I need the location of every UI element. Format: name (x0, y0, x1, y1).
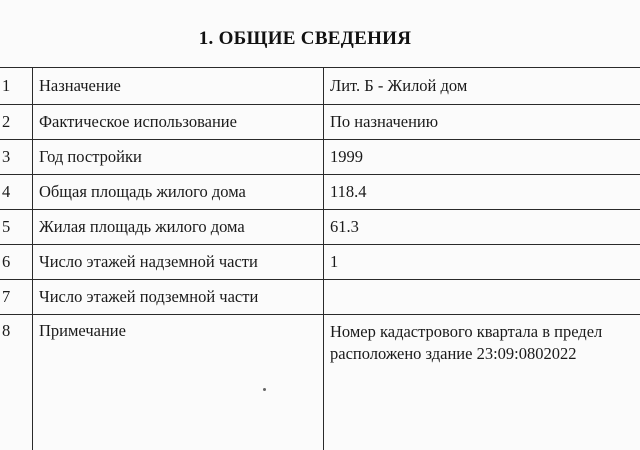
row-value: 118.4 (324, 175, 640, 210)
table-row (0, 175, 640, 210)
row-number: 8 (0, 315, 33, 450)
row-number: 7 (0, 280, 33, 315)
row-number: 4 (0, 175, 33, 210)
note-line: расположено здание 23:09:0802022 (330, 344, 577, 363)
row-label: Общая площадь жилого дома (33, 175, 324, 210)
row-number: 2 (0, 105, 33, 140)
row-number: 5 (0, 210, 33, 245)
general-info-table (0, 67, 640, 450)
table-row (0, 68, 640, 105)
row-label: Примечание (33, 315, 324, 450)
table-row (0, 140, 640, 175)
table-row (0, 105, 640, 140)
row-value: 1999 (324, 140, 640, 175)
table-row (0, 210, 640, 245)
table-row (0, 315, 640, 450)
row-value (324, 280, 640, 315)
table-row (0, 245, 640, 280)
row-number: 3 (0, 140, 33, 175)
scan-speck (263, 388, 266, 391)
section-title: 1. ОБЩИЕ СВЕДЕНИЯ (198, 28, 412, 49)
row-label: Назначение (33, 68, 324, 105)
row-number: 1 (0, 68, 33, 105)
row-value-note (324, 315, 640, 450)
row-label: Жилая площадь жилого дома (33, 210, 324, 245)
note-line: Номер кадастрового квартала в предел (330, 322, 603, 341)
row-value: По назначению (324, 105, 640, 140)
row-number: 6 (0, 245, 33, 280)
row-label: Число этажей подземной части (33, 280, 324, 315)
row-value: 61.3 (324, 210, 640, 245)
table-row (0, 280, 640, 315)
row-label: Год постройки (33, 140, 324, 175)
row-label: Фактическое использование (33, 105, 324, 140)
row-value: 1 (324, 245, 640, 280)
row-value: Лит. Б - Жилой дом (324, 68, 640, 105)
row-label: Число этажей надземной части (33, 245, 324, 280)
